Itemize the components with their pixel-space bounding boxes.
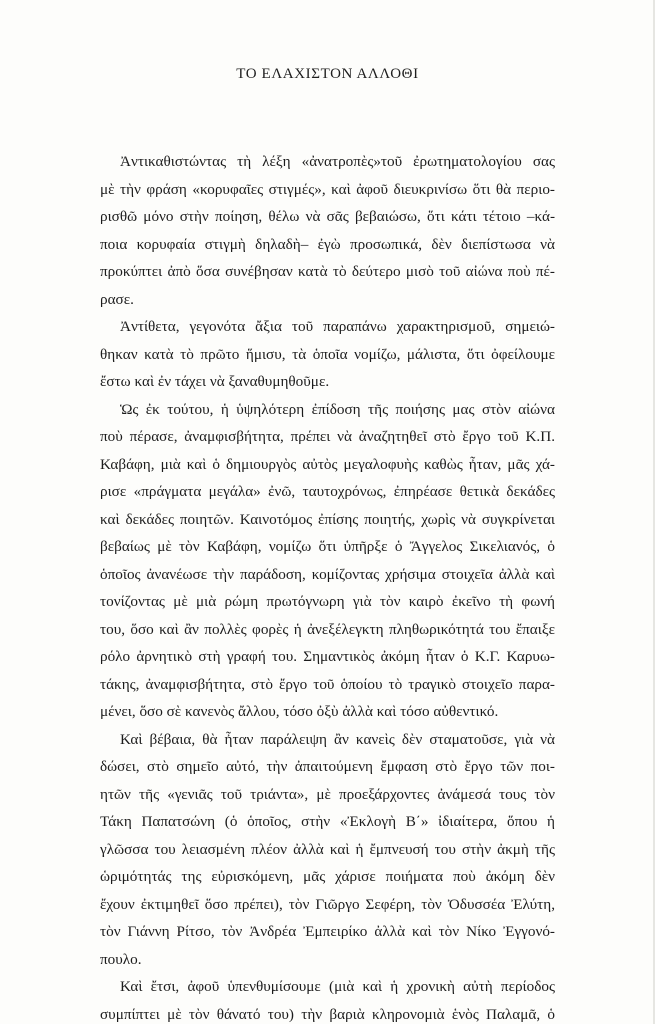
text-line: γλῶσσα του λειασμένη πλέον ἀλλὰ καὶ ἡ ἔμπνευσή του στὴν ἀκμὴ τῆς [100,836,555,864]
text-line: καὶ δεκάδες ποιητῶν. Καινοτόμος ἐπίσης ποιητής, χωρὶς νὰ συγκρίνεται [100,506,555,534]
text-line: ρασε. [100,286,555,314]
text-line: Καὶ βέβαια, θὰ ἦταν παράλειψη ἂν κανεὶς δὲν σταματοῦσε, γιὰ νὰ [100,726,555,754]
text-line: ρισθῶ μόνο στὴν ποίηση, θέλω νὰ σᾶς βεβαιώσω, ὅτι κάτι τέτοιο –κά- [100,203,555,231]
text-line: μὲ τὴν φράση «κορυφαῖες στιγμές», καὶ ἀφοῦ διευκρινίσω ὅτι θὰ περιο- [100,176,555,204]
text-line: Καβάφη, μιὰ καὶ ὁ δημιουργὸς αὐτὸς μεγαλοφυὴς καθὼς ἦταν, μᾶς χά- [100,451,555,479]
text-line: θηκαν κατὰ τὸ πρῶτο ἥμισυ, τὰ ὁποῖα νομίζω, μάλιστα, ὅτι ὀφείλουμε [100,341,555,369]
text-line: ποια κορυφαία στιγμὴ δηλαδὴ– ἐγὼ προσωπικά, δὲν διεπίστωσα νὰ [100,231,555,259]
text-line: τάκης, ἀναμφισβήτητα, στὸ ἔργο τοῦ ὁποίου τὸ τραγικὸ στοιχεῖο παρα- [100,671,555,699]
text-line: ητῶν τῆς «γενιᾶς τοῦ τριάντα», μὲ προεξάρχοντες ἀνάμεσά τους τὸν [100,781,555,809]
text-line: μένει, ὅσο σὲ κανενὸς ἄλλου, τόσο ὀξὺ ἀλλὰ καὶ τόσο αὐθεντικό. [100,698,555,726]
text-line: τονίζοντας μὲ μιὰ ρώμη πρωτόγνωρη γιὰ τὸν καιρὸ ἐκεῖνο τὴ φωνή [100,588,555,616]
text-line: Καὶ ἔτσι, ἀφοῦ ὑπενθυμίσουμε (μιὰ καὶ ἡ χρονικὴ αὐτὴ περίοδος [100,973,555,1001]
text-line: ὡριμότητάς της εὐρισκόμενη, μᾶς χάρισε ποιήματα ποὺ ἀκόμη δὲν [100,863,555,891]
text-line: ρόλο ἀρνητικὸ στὴ γραφή του. Σημαντικὸς ἀκόμη ἦταν ὁ Κ.Γ. Καρυω- [100,643,555,671]
text-line: τὸν Γιάννη Ρίτσο, τὸν Ἀνδρέα Ἐμπειρίκο ἀλλὰ καὶ τὸν Νίκο Ἐγγονό- [100,918,555,946]
text-line: Τάκη Παπατσώνη (ὁ ὁποῖος, στὴν «Ἐκλογὴ Β΄» ἰδιαίτερα, ὅπου ἡ [100,808,555,836]
text-line: ἔχουν ἐκτιμηθεῖ ὅσο πρέπει), τὸν Γιῶργο Σεφέρη, τὸν Ὀδυσσέα Ἐλύτη, [100,891,555,919]
text-line: ὁποῖος ἀνανέωσε τὴν παράδοση, κομίζοντας χρήσιμα στοιχεῖα ἀλλὰ καὶ [100,561,555,589]
text-line: συμπίπτει μὲ τὸν θάνατό του) τὴν βαριὰ κληρονομιὰ ἑνὸς Παλαμᾶ, ὁ [100,1001,555,1028]
page-title: ΤΟ ΕΛΑΧΙΣΤΟΝ ΑΛΛΟΘΙ [0,66,655,83]
text-line: πουλο. [100,946,555,974]
text-line: Ἀντίθετα, γεγονότα ἄξια τοῦ παραπάνω χαρακτηρισμοῦ, σημειώ- [100,313,555,341]
text-line: ρισε «πράγματα μεγάλα» ἐνῶ, ταυτοχρόνως, ἐπηρέασε θετικὰ δεκάδες [100,478,555,506]
text-line: του, ὅσο καὶ ἂν πολλὲς φορὲς ἡ ἀνεξέλεγκτη πληθωρικότητά του ἔπαιξε [100,616,555,644]
text-line: δώσει, στὸ σημεῖο αὐτό, τὴν ἀπαιτούμενη ἔμφαση στὸ ἔργο τῶν ποι- [100,753,555,781]
body-text [100,148,555,1028]
text-line: ἔστω καὶ ἐν τάχει νὰ ξαναθυμηθοῦμε. [100,368,555,396]
text-line: ποὺ πέρασε, ἀναμφισβήτητα, πρέπει νὰ ἀναζητηθεῖ στὸ ἔργο τοῦ Κ.Π. [100,423,555,451]
text-line: Ἀντικαθιστώντας τὴ λέξη «ἀνατροπὲς»τοῦ ἐρωτηματολογίου σας [100,148,555,176]
text-line: προκύπτει ἀπὸ ὅσα συνέβησαν κατὰ τὸ δεύτερο μισὸ τοῦ αἰώνα ποὺ πέ- [100,258,555,286]
text-line: Ὡς ἐκ τούτου, ἡ ὑψηλότερη ἐπίδοση τῆς ποιήσης μας στὸν αἰώνα [100,396,555,424]
text-line: βεβαίως μὲ τὸν Καβάφη, νομίζω ὅτι ὑπῆρξε ὁ Ἄγγελος Σικελιανός, ὁ [100,533,555,561]
